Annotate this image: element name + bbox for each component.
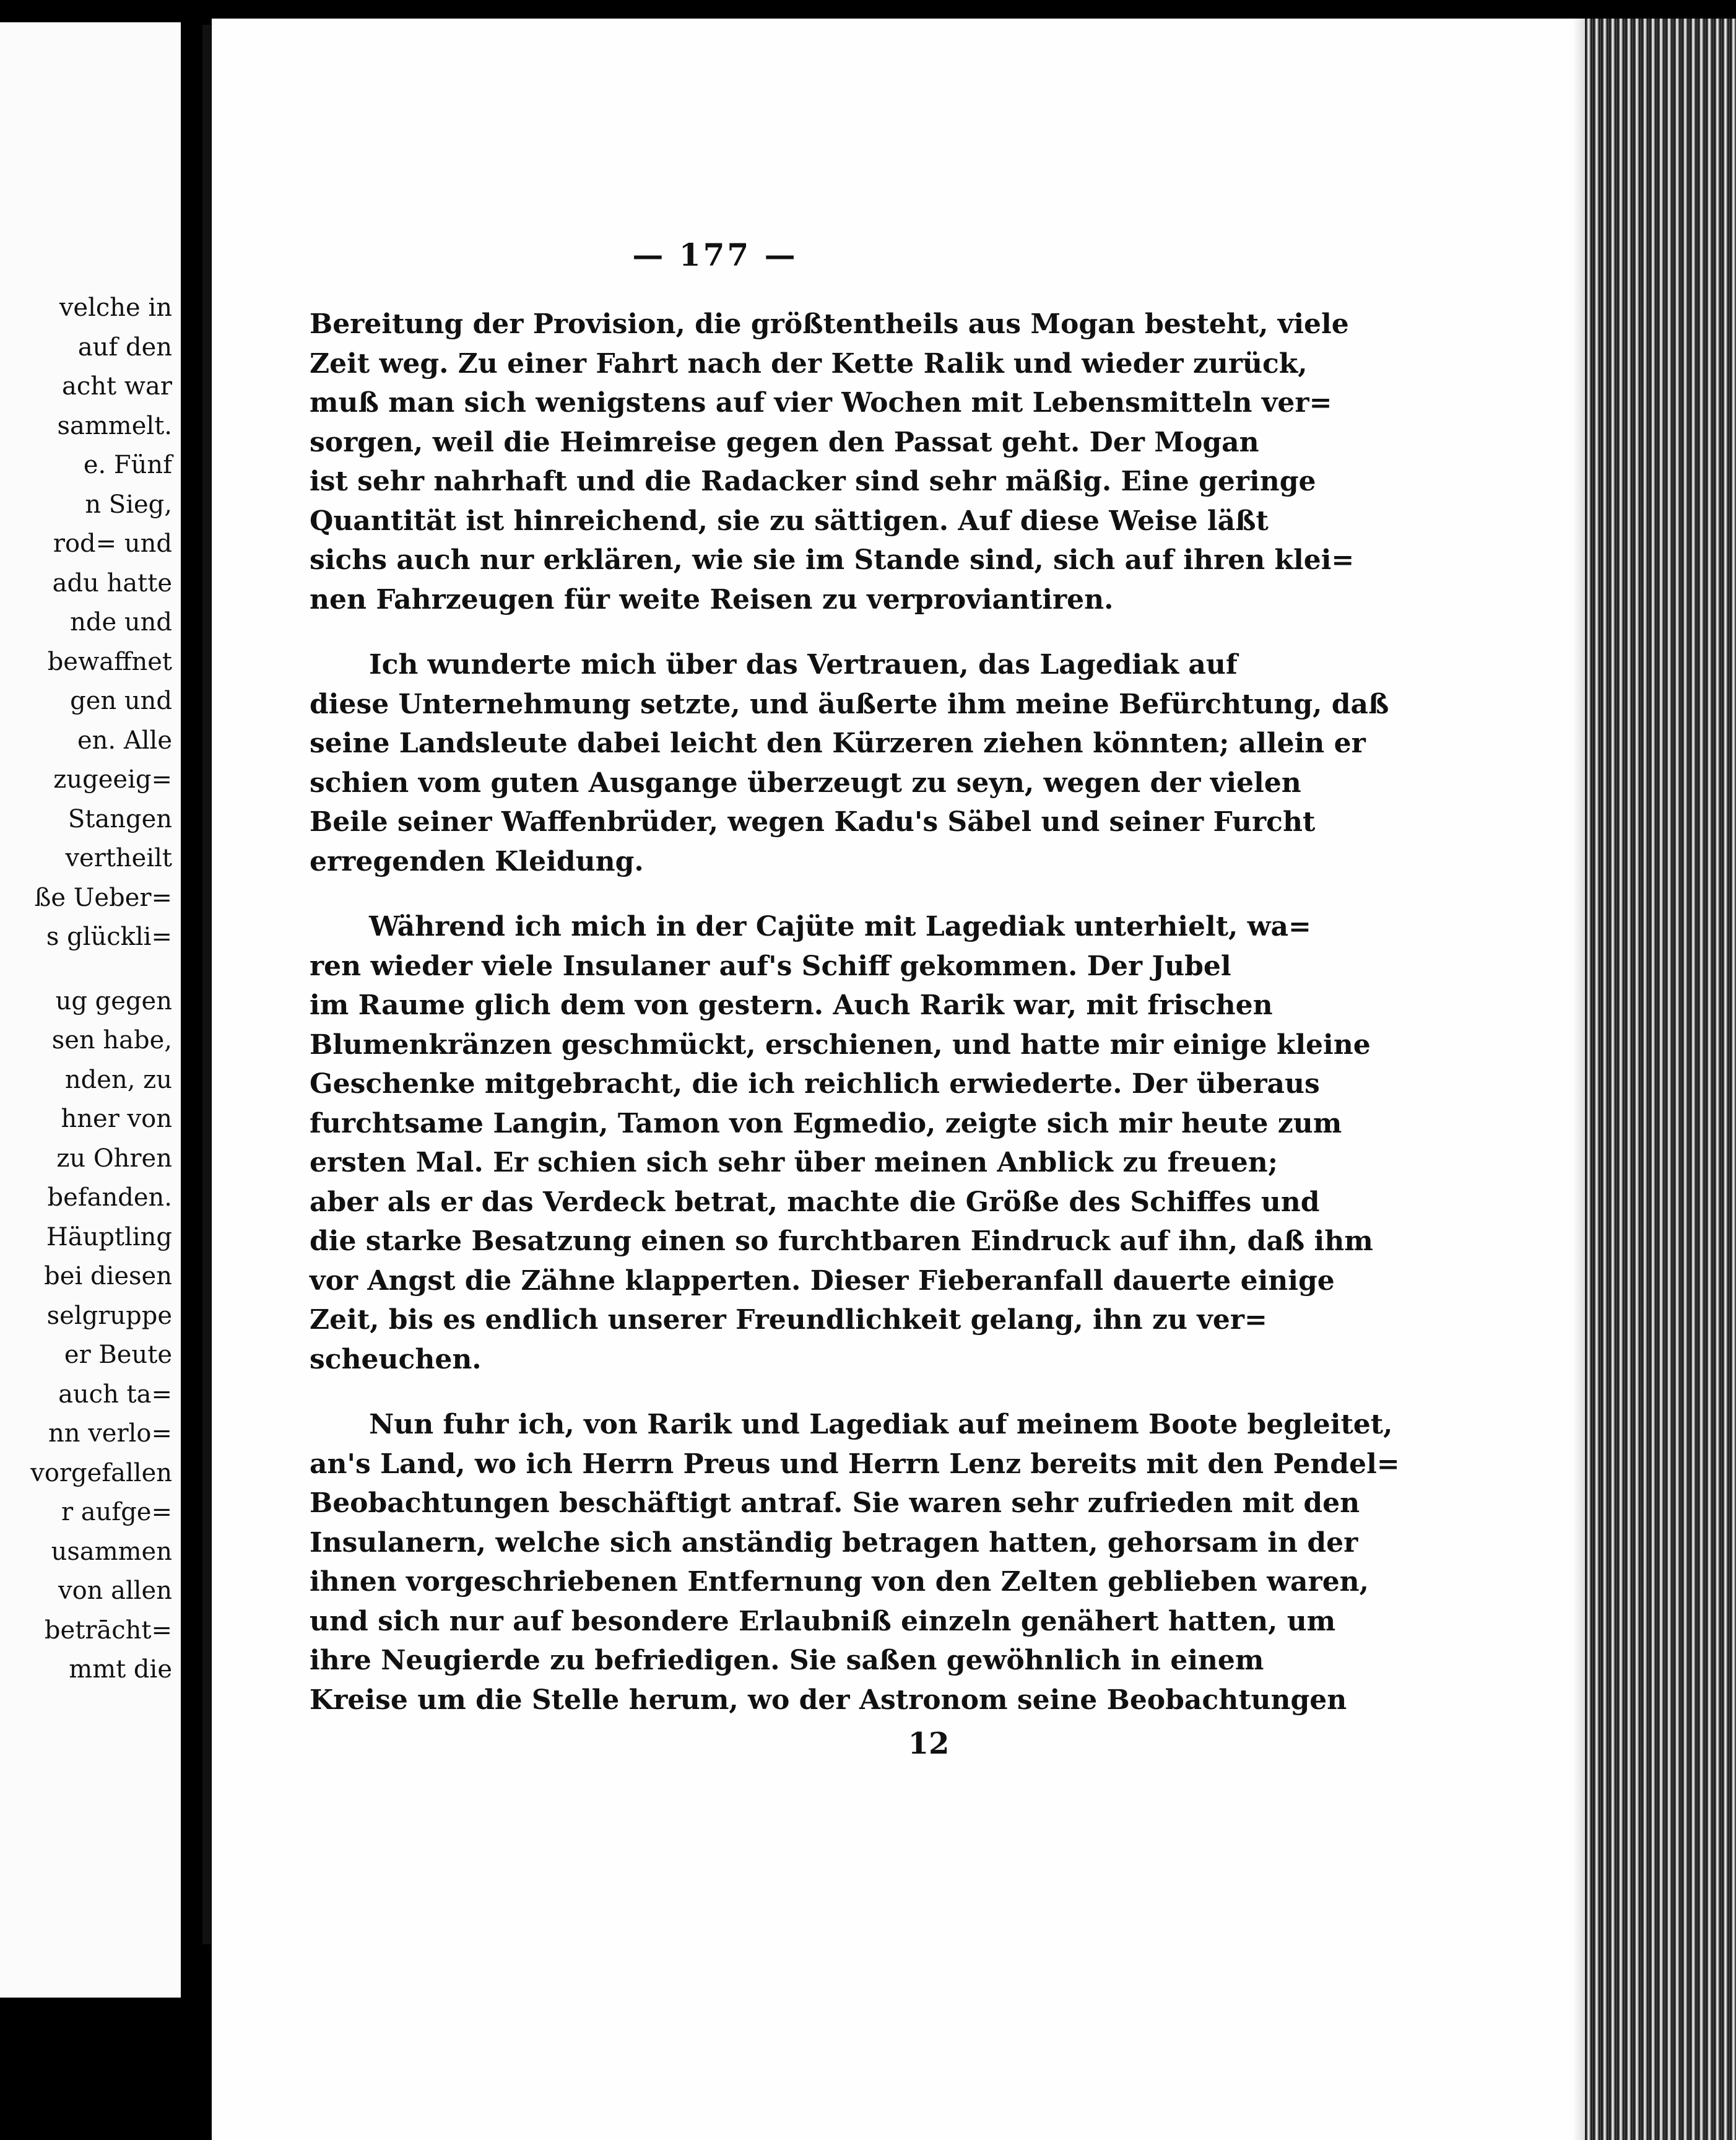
left-line: befanden. [47,1183,172,1212]
paragraph-4 [310,1405,1400,1720]
text-line: Insulanern, welche sich anständig betragen hatten, gehorsam in der [310,1526,1358,1559]
text-line: scheuchen. [310,1343,482,1375]
page-number: — 177 — [632,237,798,273]
text-line: Beile seiner Waffenbrüder, wegen Kadu's Säbel und seiner Furcht [310,806,1316,838]
text-line: Bereitung der Provision, die größtentheils aus Mogan besteht, viele [310,308,1349,340]
text-line: erregenden Kleidung. [310,845,644,877]
text-line: Blumenkränzen geschmückt, erschienen, und hatte mir einige kleine [310,1029,1371,1061]
left-line: bewaffnet [47,647,172,676]
left-line: r aufge= [61,1498,172,1526]
left-line: nden, zu [64,1065,172,1094]
left-line: von allen [58,1577,172,1605]
left-line: usammen [51,1537,172,1566]
text-line: ist sehr nahrhaft und die Radacker sind sehr mäßig. Eine geringe [310,466,1316,497]
left-line: zugeeig= [53,765,172,794]
left-line: adu hatte [52,568,172,598]
paragraph-gap [310,881,1133,907]
body-text [310,305,1400,1720]
left-line: betrācht= [44,1616,172,1645]
left-page [0,22,181,1998]
left-line: s glückli= [46,923,172,951]
left-line: hner von [61,1105,172,1133]
text-line: und sich nur auf besondere Erlaubniß einzeln genähert hatten, um [310,1605,1336,1637]
left-line: e. Fünf [83,451,172,479]
left-line: vorgefallen [30,1458,172,1487]
text-line: Kreise um die Stelle herum, wo der Astronom seine Beobachtungen [310,1684,1347,1716]
paragraph-3 [310,907,1373,1379]
left-line: mmt die [69,1655,172,1684]
left-line: vertheilt [65,844,172,872]
left-line: n Sieg, [85,490,172,519]
spine-line [202,25,211,1944]
text-line: seine Landsleute dabei leicht den Kürzeren ziehen könnten; allein er [310,728,1366,759]
text-line: an's Land, wo ich Herrn Preus und Herrn Lenz bereits mit den Pendel= [310,1448,1400,1480]
left-line: rod= und [53,529,172,558]
left-line: gen und [70,687,172,715]
text-line: ihnen vorgeschriebenen Entfernung von den Zelten geblieben waren, [310,1566,1369,1598]
paragraph-1 [310,305,1355,619]
left-line: sammelt. [57,411,172,440]
left-line: er Beute [64,1341,172,1369]
left-page-text [0,289,172,1690]
text-line: sorgen, weil die Heimreise gegen den Passat geht. Der Mogan [310,426,1259,458]
text-line: schien vom guten Ausgange überzeugt zu seyn, wegen der vielen [310,767,1301,799]
signature-mark: 12 [908,1726,950,1761]
text-line: ersten Mal. Er schien sich sehr über meinen Anblick zu freuen; [310,1147,1278,1178]
text-line: vor Angst die Zähne klapperten. Dieser Fieberanfall dauerte einige [310,1264,1335,1297]
text-line: Ich wunderte mich über das Vertrauen, das Lagediak auf [369,649,1238,681]
left-line: selgruppe [46,1301,172,1330]
text-line: Geschenke mitgebracht, die ich reichlich erwiederte. Der überaus [310,1068,1320,1100]
text-line: die starke Besatzung einen so furchtbaren Eindruck auf ihn, daß ihm [310,1225,1373,1257]
left-line: bei diesen [44,1262,172,1290]
left-line: Häuptling [46,1222,172,1251]
text-line: ihre Neugierde zu befriedigen. Sie saßen gewöhnlich in einem [310,1645,1264,1676]
text-line: nen Fahrzeugen für weite Reisen zu verproviantiren. [310,583,1114,615]
left-line: en. Alle [77,726,172,755]
left-line: velche in [59,294,172,322]
text-line: ren wieder viele Insulaner auf's Schiff gekommen. Der Jubel [310,950,1231,982]
text-line: Nun fuhr ich, von Rarik und Lagediak auf meinem Boote begleitet, [369,1409,1393,1440]
text-line: Zeit, bis es endlich unserer Freundlichkeit gelang, ihn zu ver= [310,1304,1267,1336]
left-line: nde und [70,608,172,637]
paragraph-gap [310,1379,1133,1405]
left-line: ug gegen [55,986,172,1016]
left-line: acht war [61,372,172,401]
text-line: Zeit weg. Zu einer Fahrt nach der Kette Ralik und wieder zurück, [310,347,1308,380]
left-paragraph-gap [0,957,172,982]
book-page-edges [1585,19,1736,2140]
text-line: im Raume glich dem von gestern. Auch Rarik war, mit frischen [310,990,1273,1021]
left-line: auf den [77,333,172,362]
paragraph-gap [310,619,1133,645]
left-line: sen habe, [51,1026,172,1055]
paragraph-2 [310,645,1389,881]
text-line: sichs auch nur erklären, wie sie im Stande sind, sich auf ihren klei= [310,544,1355,576]
left-line: auch ta= [58,1380,172,1409]
text-line: Während ich mich in der Cajüte mit Lagediak unterhielt, wa= [369,911,1311,942]
text-line: furchtsame Langin, Tamon von Egmedio, zeigte sich mir heute zum [310,1107,1342,1139]
text-line: Quantität ist hinreichend, sie zu sättigen. Auf diese Weise läßt [310,505,1269,537]
left-line: ße Ueber= [34,883,172,912]
text-line: Beobachtungen beschäftigt antraf. Sie waren sehr zufrieden mit den [310,1487,1360,1519]
text-line: diese Unternehmung setzte, und äußerte ihm meine Befürchtung, daß [310,688,1389,720]
left-line: nn verlo= [48,1419,172,1448]
left-line: zu Ohren [56,1144,172,1173]
left-line: Stangen [67,804,172,833]
text-line: muß man sich wenigstens auf vier Wochen mit Lebensmitteln ver= [310,387,1332,419]
text-line: aber als er das Verdeck betrat, machte die Größe des Schiffes und [310,1186,1320,1218]
